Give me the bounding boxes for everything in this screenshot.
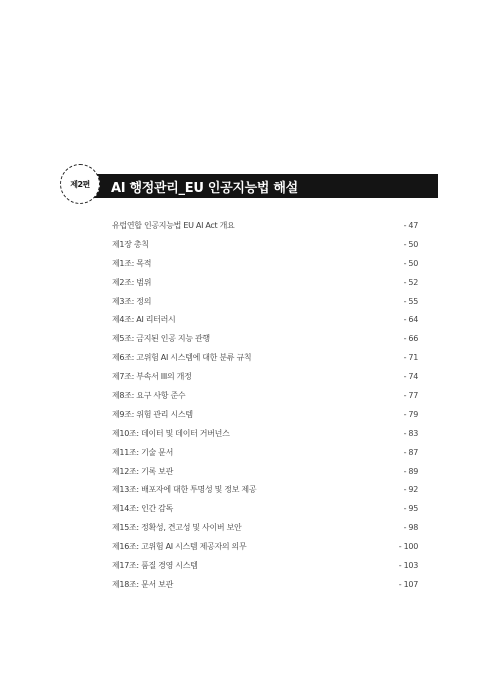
toc-entry-title: 제10조: 데이터 및 데이터 거버넌스 [112,428,230,438]
toc-entry-page: - 66 [403,334,418,344]
toc-entry-page: - 79 [403,409,418,419]
toc-entry-title: 제4조: AI 리터러시 [112,315,176,325]
toc-entry[interactable] [112,537,418,556]
toc-entry-page: - 87 [403,447,418,457]
part-badge [60,164,100,204]
toc-entry-title: 제5조: 금지된 인공 지능 관행 [112,334,210,344]
toc-entry[interactable] [112,235,418,254]
toc-entry-page: - 107 [398,579,418,589]
toc-entry-page: - 98 [403,523,418,533]
toc-entry-page: - 77 [403,390,418,400]
toc-entry[interactable] [112,216,418,235]
toc-entry-page: - 103 [398,560,418,570]
section-title: AI 행정관리_EU 인공지능법 해설 [111,180,298,196]
toc-entry[interactable] [112,518,418,537]
toc-entry-title: 제1조: 목적 [112,258,152,268]
toc-entry[interactable] [112,405,418,424]
toc-entry-title: 제13조: 배포자에 대한 투명성 및 정보 제공 [112,485,257,495]
toc-entry[interactable] [112,386,418,405]
toc-entry-page: - 55 [403,296,418,306]
toc-entry-title: 제2조: 범위 [112,277,152,287]
section-header [60,164,438,208]
toc-entry-title: 유럽연합 인공지능법 EU AI Act 개요 [112,220,235,230]
toc-entry[interactable] [112,329,418,348]
toc-entry[interactable] [112,480,418,499]
toc-entry-title: 제12조: 기록 보관 [112,466,174,476]
toc-entry-title: 제3조: 정의 [112,296,152,306]
toc-entry-title: 제7조: 부속서 III의 개정 [112,372,192,382]
toc-entry-title: 제6조: 고위험 AI 시스템에 대한 분류 규칙 [112,353,252,363]
toc-entry[interactable] [112,310,418,329]
toc-entry-page: - 52 [403,277,418,287]
toc-entry-title: 제8조: 요구 사항 준수 [112,390,186,400]
section-title-bar [90,174,438,198]
toc-entry-title: 제17조: 품질 경영 시스템 [112,560,198,570]
toc-entry-page: - 92 [403,485,418,495]
toc-entry[interactable] [112,499,418,518]
table-of-contents [112,216,418,594]
toc-entry-page: - 50 [403,239,418,249]
toc-entry[interactable] [112,556,418,575]
toc-entry[interactable] [112,443,418,462]
toc-entry[interactable] [112,424,418,443]
toc-entry-title: 제9조: 위험 관리 시스템 [112,409,193,419]
toc-entry-title: 제18조: 문서 보관 [112,579,174,589]
toc-entry-title: 제1장 총칙 [112,239,149,249]
toc-entry[interactable] [112,462,418,481]
toc-entry-page: - 74 [403,372,418,382]
toc-entry[interactable] [112,575,418,594]
toc-entry[interactable] [112,367,418,386]
toc-entry-page: - 95 [403,504,418,514]
toc-entry-title: 제15조: 정확성, 견고성 및 사이버 보안 [112,523,242,533]
toc-entry-title: 제11조: 기술 문서 [112,447,174,457]
toc-entry-page: - 47 [403,220,418,230]
toc-entry[interactable] [112,348,418,367]
toc-entry-page: - 100 [398,542,418,552]
toc-entry-page: - 89 [403,466,418,476]
part-badge-label: 제2편 [70,179,90,189]
toc-entry-page: - 64 [403,315,418,325]
toc-entry-title: 제14조: 인간 감독 [112,504,174,514]
toc-entry-title: 제16조: 고위험 AI 시스템 제공자의 의무 [112,542,247,552]
toc-entry-page: - 71 [403,353,418,363]
toc-entry-page: - 50 [403,258,418,268]
toc-entry[interactable] [112,273,418,292]
toc-entry[interactable] [112,292,418,311]
toc-entry-page: - 83 [403,428,418,438]
toc-entry[interactable] [112,254,418,273]
